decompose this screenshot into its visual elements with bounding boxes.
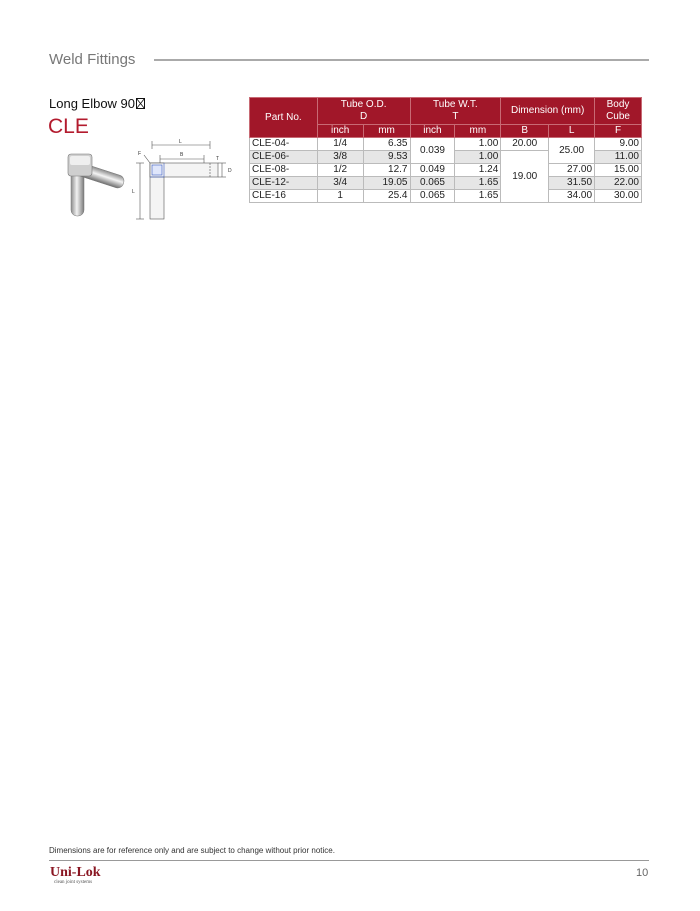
degree-glyph-icon xyxy=(136,98,145,109)
cell-b: 19.00 xyxy=(501,151,549,203)
header-tube-wt xyxy=(410,98,501,125)
cell-l: 31.50 xyxy=(549,177,595,190)
cell-f: 30.00 xyxy=(595,190,642,203)
cell-part: CLE-04- xyxy=(250,138,318,151)
cell-f: 11.00 xyxy=(595,151,642,164)
cell-wt-inch: 0.065 xyxy=(410,177,455,190)
drawing-label-t: T xyxy=(216,156,220,162)
cell-od-mm: 12.7 xyxy=(363,164,410,177)
section-header xyxy=(49,51,649,71)
cell-b: 20.00 xyxy=(501,138,549,151)
product-name xyxy=(49,96,145,111)
header-body-label: Body xyxy=(606,99,630,110)
subheader-od-inch: inch xyxy=(317,125,363,138)
cell-wt-mm: 1.65 xyxy=(455,177,501,190)
header-tube-od-label: Tube O.D. xyxy=(340,99,387,110)
drawing-label-l-top: L xyxy=(179,139,182,145)
cell-od-mm: 25.4 xyxy=(363,190,410,203)
page-number: 10 xyxy=(636,867,649,879)
disclaimer-note: Dimensions are for reference only and are subject to change without prior notice. xyxy=(49,846,335,855)
cell-wt-inch: 0.049 xyxy=(410,164,455,177)
product-name-text: Long Elbow 90 xyxy=(49,96,136,111)
cell-wt-inch: 0.039 xyxy=(410,138,455,164)
cell-f: 22.00 xyxy=(595,177,642,190)
cell-f: 9.00 xyxy=(595,138,642,151)
table-row xyxy=(250,190,642,203)
table-row xyxy=(250,177,642,190)
cell-od-inch: 1 xyxy=(317,190,363,203)
cell-od-mm: 6.35 xyxy=(363,138,410,151)
subheader-wt-mm: mm xyxy=(455,125,501,138)
subheader-l: L xyxy=(549,125,595,138)
table-row xyxy=(250,164,642,177)
section-title: Weld Fittings xyxy=(49,51,136,68)
subheader-f: F xyxy=(595,125,642,138)
cell-od-inch: 1/2 xyxy=(317,164,363,177)
header-tube-wt-symbol: T xyxy=(452,111,459,122)
footer-divider xyxy=(49,860,649,861)
cell-l: 34.00 xyxy=(549,190,595,203)
cell-od-mm: 9.53 xyxy=(363,151,410,164)
product-code: CLE xyxy=(48,115,89,138)
header-tube-od-symbol: D xyxy=(360,111,368,122)
cell-l: 25.00 xyxy=(549,138,595,164)
cell-f: 15.00 xyxy=(595,164,642,177)
cell-od-inch: 1/4 xyxy=(317,138,363,151)
header-body-cube xyxy=(595,98,642,125)
brand-logo xyxy=(50,865,110,889)
logo-tagline: clean joint systems xyxy=(54,880,93,885)
cell-od-inch: 3/8 xyxy=(317,151,363,164)
header-cube-label: Cube xyxy=(606,111,630,122)
cell-part: CLE-06- xyxy=(250,151,318,164)
header-divider xyxy=(154,59,649,61)
spec-table xyxy=(249,97,642,203)
subheader-wt-inch: inch xyxy=(410,125,455,138)
cell-part: CLE-16 xyxy=(250,190,318,203)
header-tube-wt-label: Tube W.T. xyxy=(433,99,478,110)
subheader-b: B xyxy=(501,125,549,138)
drawing-label-b: B xyxy=(180,152,184,158)
cell-wt-mm: 1.00 xyxy=(455,138,501,151)
cell-od-mm: 19.05 xyxy=(363,177,410,190)
elbow-dimension-drawing xyxy=(130,135,242,227)
subheader-od-mm: mm xyxy=(363,125,410,138)
header-tube-od xyxy=(317,98,410,125)
cell-l: 27.00 xyxy=(549,164,595,177)
header-part-no: Part No. xyxy=(250,98,318,138)
drawing-label-l-side: L xyxy=(132,189,135,195)
drawing-label-d: D xyxy=(228,168,232,174)
cell-od-inch: 3/4 xyxy=(317,177,363,190)
cell-part: CLE-12- xyxy=(250,177,318,190)
cell-wt-mm: 1.00 xyxy=(455,151,501,164)
cell-wt-inch: 0.065 xyxy=(410,190,455,203)
cell-wt-mm: 1.24 xyxy=(455,164,501,177)
cell-wt-mm: 1.65 xyxy=(455,190,501,203)
table-row xyxy=(250,138,642,151)
cell-part: CLE-08- xyxy=(250,164,318,177)
drawing-label-f: F xyxy=(138,151,142,157)
elbow-photo-icon xyxy=(60,146,135,221)
logo-wordmark: Uni-Lok xyxy=(50,865,101,880)
header-dimension: Dimension (mm) xyxy=(501,98,595,125)
